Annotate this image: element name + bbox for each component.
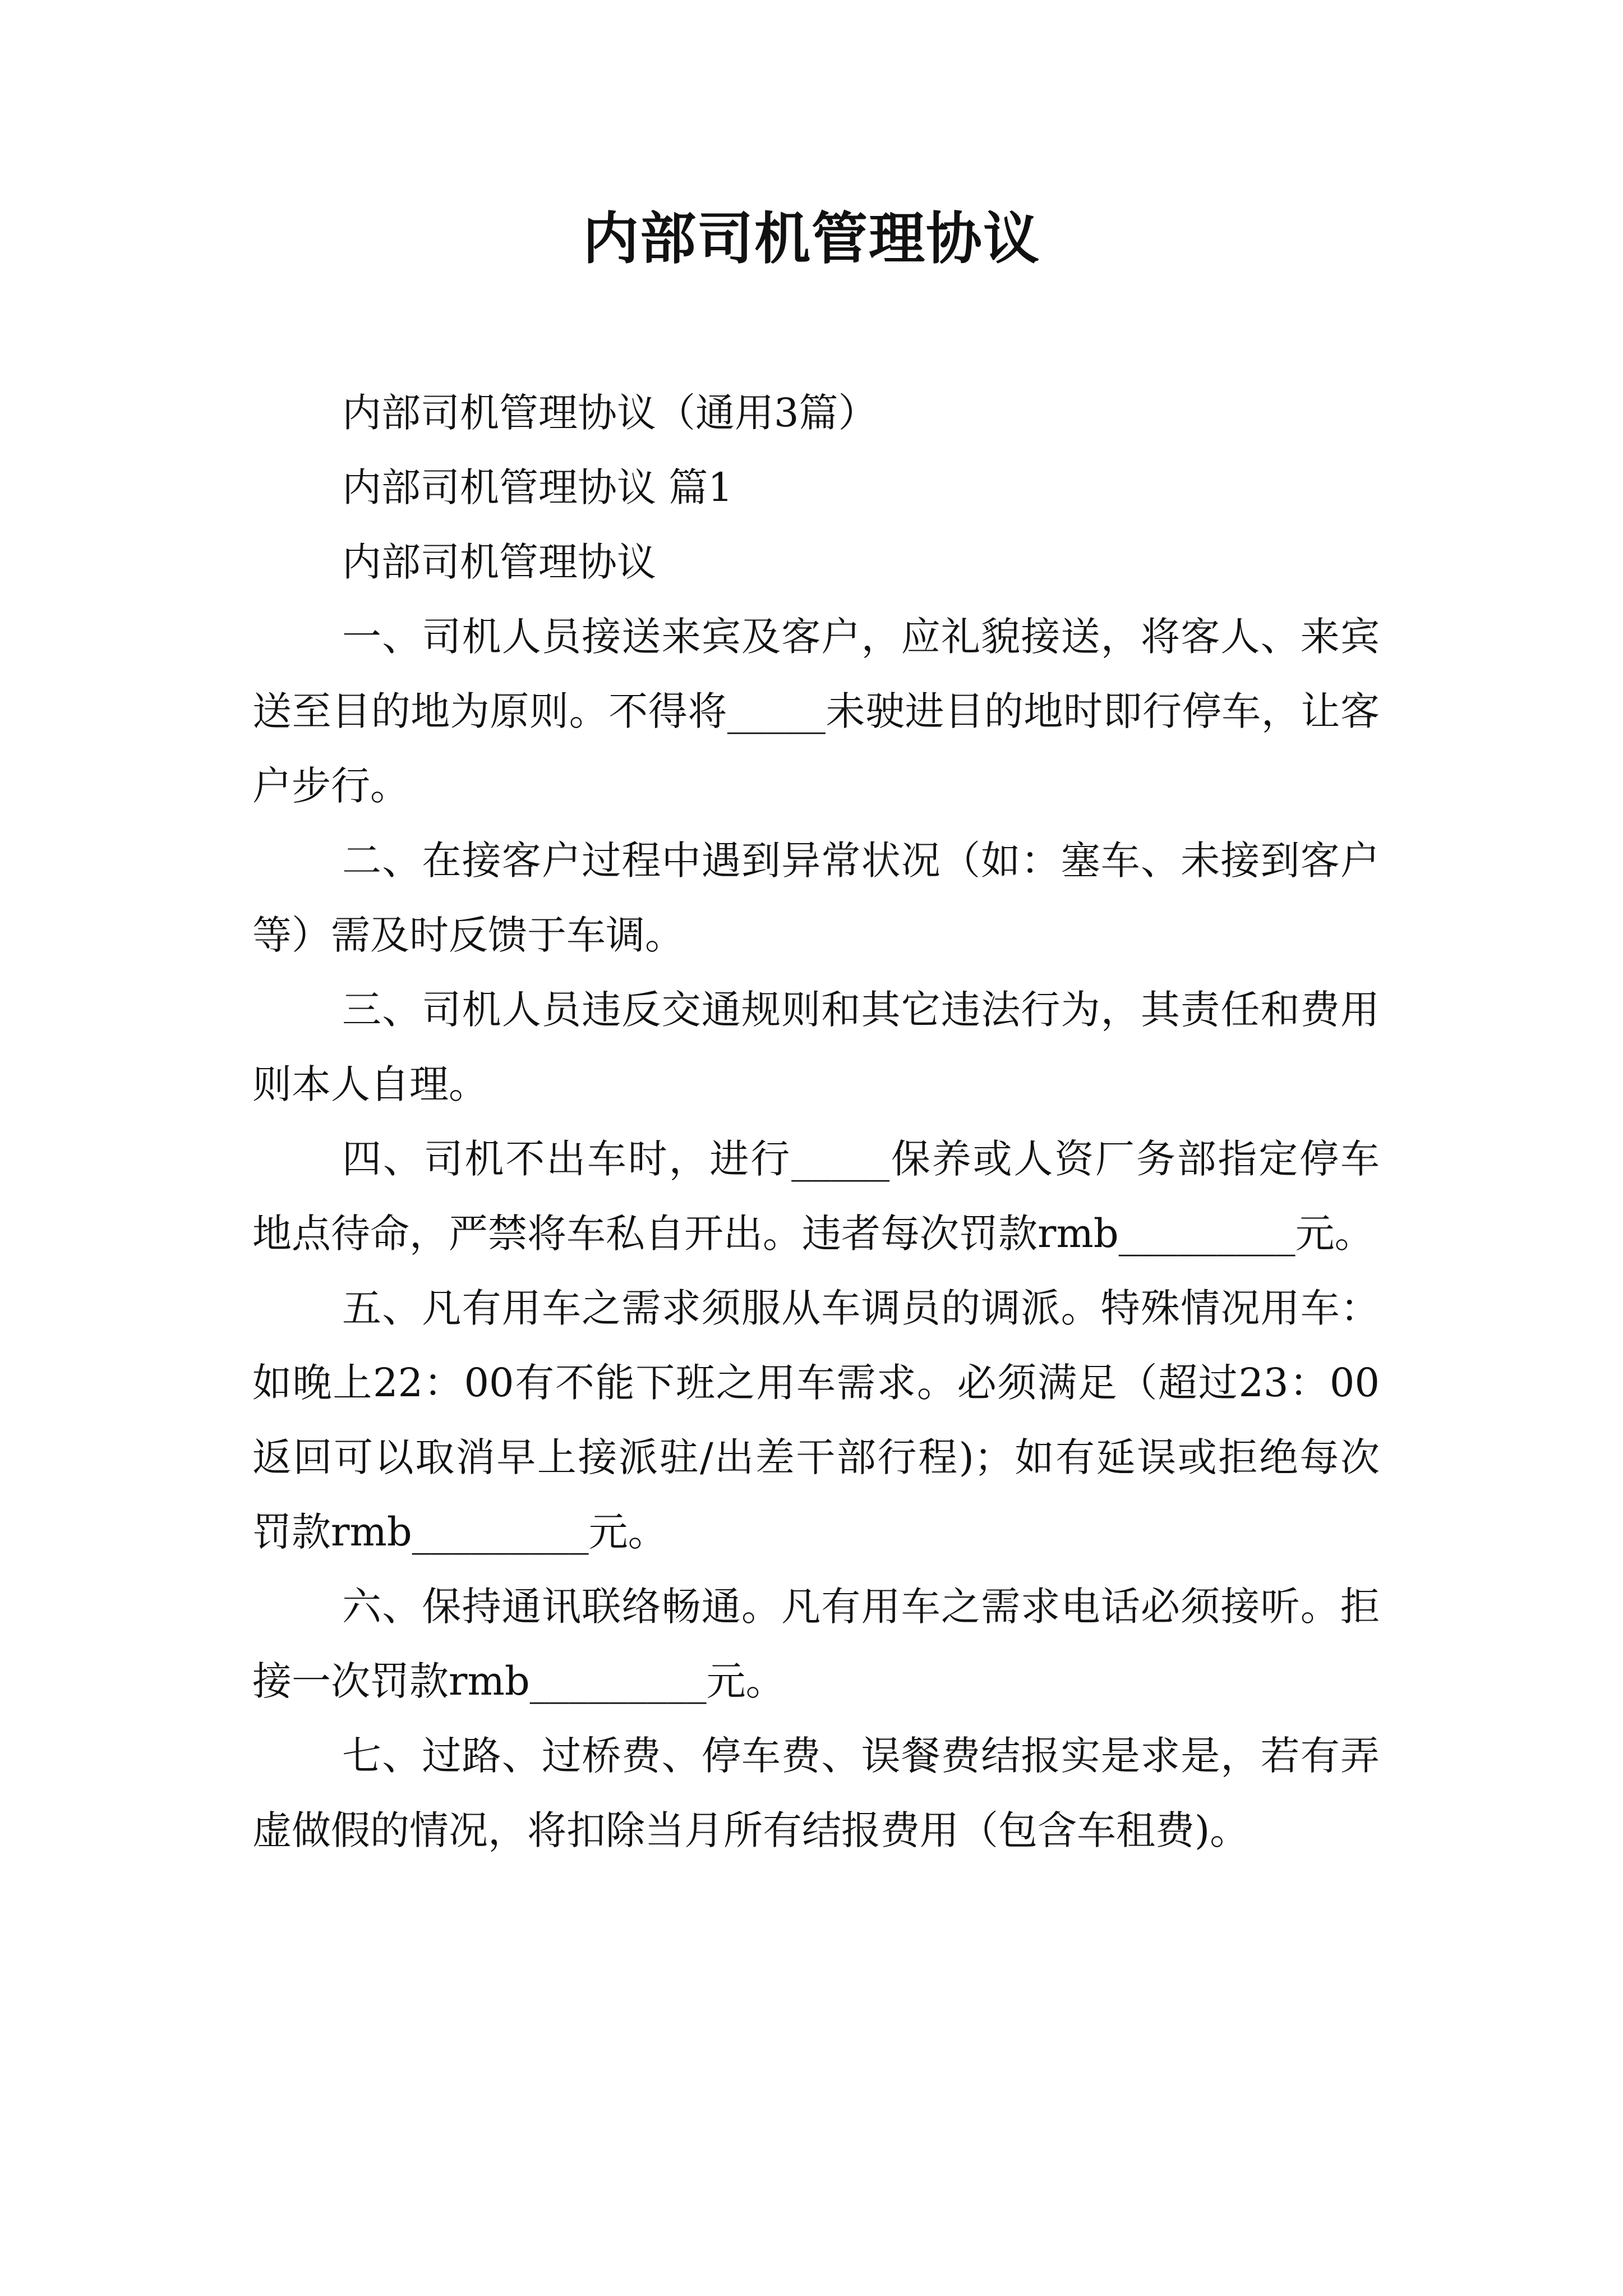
paragraph-clause-2: 二、在接客户过程中遇到异常状况（如：塞车、未接到客户等）需及时反馈于车调。: [252, 838, 1380, 958]
document-title: 内部司机管理协议: [583, 205, 1040, 272]
document-body: [252, 376, 1380, 1868]
paragraph-section-heading: 内部司机管理协议 篇1: [342, 464, 733, 510]
paragraph-clause-4: 四、司机不出车时，进行_____保养或人资厂务部指定停车地点待命，严禁将车私自开出。违者每次罚款rmb_________元。: [252, 1136, 1380, 1257]
paragraph-clause-7: 七、过路、过桥费、停车费、误餐费结报实是求是，若有弄虚做假的情况，将扣除当月所有结报费用（包含车租费)。: [252, 1733, 1380, 1853]
paragraph-subtitle: 内部司机管理协议（通用3篇）: [342, 390, 878, 436]
paragraph-clause-1: 一、司机人员接送来宾及客户，应礼貌接送，将客人、来宾送至目的地为原则。不得将_____未驶进目的地时即行停车，让客户步行。: [252, 614, 1380, 809]
paragraph-clause-3: 三、司机人员违反交通规则和其它违法行为，其责任和费用则本人自理。: [252, 987, 1380, 1107]
paragraph-agreement-name: 内部司机管理协议: [342, 539, 656, 585]
paragraph-clause-5: 五、凡有用车之需求须服从车调员的调派。特殊情况用车：如晚上22：00有不能下班之用车需求。必须满足（超过23：00返回可以取消早上接派驻/出差干部行程)；如有延误或拒绝每次罚款rmb_________元。: [252, 1285, 1380, 1555]
paragraph-clause-6: 六、保持通讯联络畅通。凡有用车之需求电话必须接听。拒接一次罚款rmb_________元。: [252, 1584, 1380, 1704]
